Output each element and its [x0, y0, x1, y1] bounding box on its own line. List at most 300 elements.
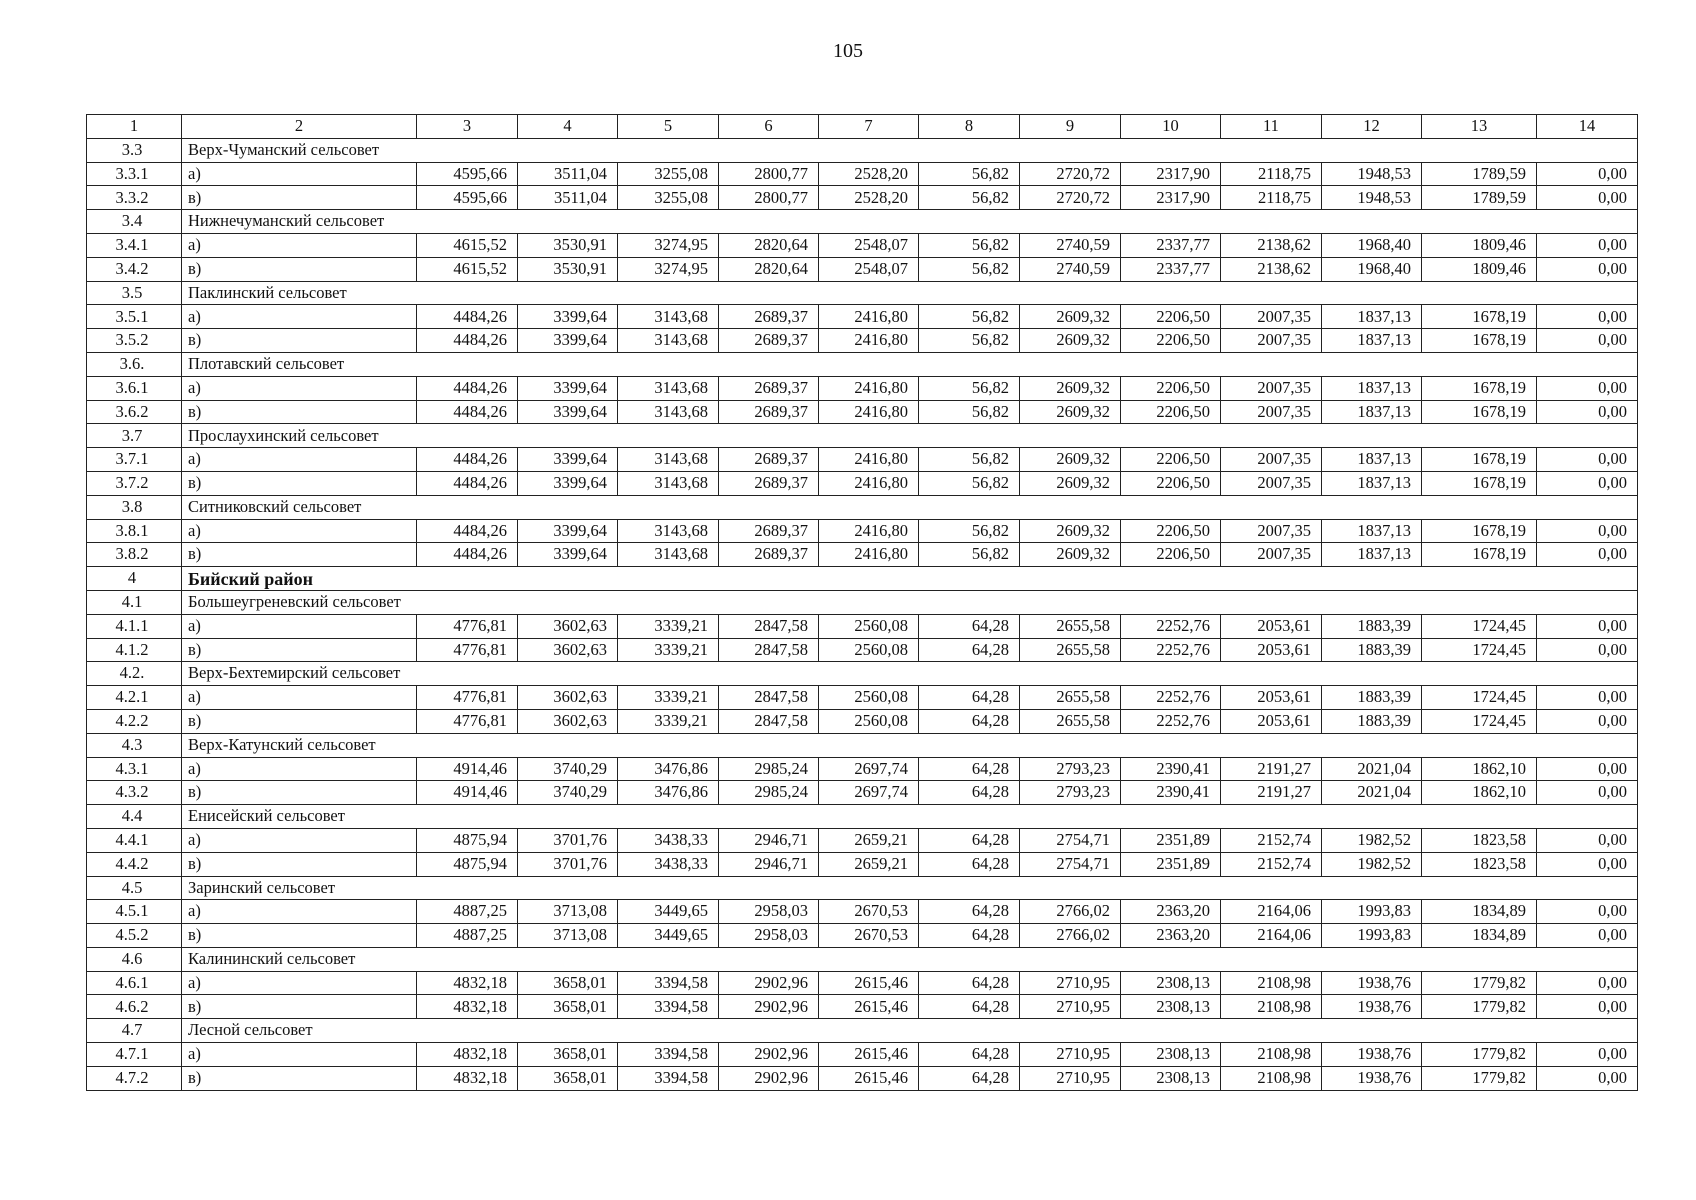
value-cell: 2689,37: [719, 519, 819, 543]
value-cell: 4776,81: [417, 709, 518, 733]
value-cell: 2985,24: [719, 781, 819, 805]
value-cell: 2191,27: [1221, 781, 1322, 805]
column-number-header: 11: [1221, 115, 1322, 139]
group-row: [87, 805, 1638, 829]
district-row: [87, 567, 1638, 591]
value-cell: 2363,20: [1121, 924, 1221, 948]
value-cell: 2902,96: [719, 1043, 819, 1067]
value-cell: 64,28: [919, 971, 1020, 995]
value-cell: 1678,19: [1422, 519, 1537, 543]
value-cell: 2560,08: [819, 614, 919, 638]
value-cell: 4484,26: [417, 400, 518, 424]
value-cell: 3449,65: [618, 924, 719, 948]
value-cell: 64,28: [919, 614, 1020, 638]
value-cell: 0,00: [1537, 162, 1638, 186]
value-cell: 1837,13: [1322, 471, 1422, 495]
value-cell: 2416,80: [819, 305, 919, 329]
table-row: [87, 852, 1638, 876]
value-cell: 2007,35: [1221, 543, 1322, 567]
value-cell: 0,00: [1537, 376, 1638, 400]
value-cell: 2308,13: [1121, 971, 1221, 995]
table-row: [87, 971, 1638, 995]
value-cell: 56,82: [919, 186, 1020, 210]
value-cell: 2655,58: [1020, 614, 1121, 638]
value-cell: 2689,37: [719, 305, 819, 329]
group-row: [87, 281, 1638, 305]
column-number-header: 6: [719, 115, 819, 139]
value-cell: 1837,13: [1322, 329, 1422, 353]
table-row: [87, 376, 1638, 400]
value-cell: 2164,06: [1221, 900, 1322, 924]
row-code: 3.6.1: [87, 376, 182, 400]
value-cell: 3399,64: [518, 448, 618, 472]
value-cell: 1779,82: [1422, 995, 1537, 1019]
value-cell: 3255,08: [618, 186, 719, 210]
row-code: 3.6.2: [87, 400, 182, 424]
row-label: в): [182, 852, 417, 876]
value-cell: 2053,61: [1221, 638, 1322, 662]
row-code: 3.3.1: [87, 162, 182, 186]
value-cell: 4484,26: [417, 376, 518, 400]
value-cell: 1724,45: [1422, 638, 1537, 662]
district-title: Бийский район: [182, 567, 1638, 591]
value-cell: 2609,32: [1020, 305, 1121, 329]
group-row: [87, 1019, 1638, 1043]
row-code: 4.7: [87, 1019, 182, 1043]
value-cell: 2754,71: [1020, 828, 1121, 852]
value-cell: 1678,19: [1422, 376, 1537, 400]
group-title: Прослаухинский сельсовет: [182, 424, 1638, 448]
value-cell: 64,28: [919, 1066, 1020, 1090]
row-label: а): [182, 828, 417, 852]
row-label: а): [182, 162, 417, 186]
value-cell: 2710,95: [1020, 1043, 1121, 1067]
row-label: а): [182, 233, 417, 257]
value-cell: 1837,13: [1322, 376, 1422, 400]
value-cell: 2108,98: [1221, 971, 1322, 995]
row-label: в): [182, 709, 417, 733]
value-cell: 1883,39: [1322, 709, 1422, 733]
value-cell: 3143,68: [618, 376, 719, 400]
row-code: 4.5: [87, 876, 182, 900]
row-code: 4.1.1: [87, 614, 182, 638]
table-row: [87, 900, 1638, 924]
value-cell: 0,00: [1537, 709, 1638, 733]
row-code: 4.4.1: [87, 828, 182, 852]
row-code: 4.7.2: [87, 1066, 182, 1090]
value-cell: 56,82: [919, 519, 1020, 543]
value-cell: 2710,95: [1020, 995, 1121, 1019]
value-cell: 2655,58: [1020, 709, 1121, 733]
value-cell: 0,00: [1537, 305, 1638, 329]
group-title: Заринский сельсовет: [182, 876, 1638, 900]
value-cell: 3438,33: [618, 828, 719, 852]
value-cell: 1862,10: [1422, 757, 1537, 781]
value-cell: 2416,80: [819, 519, 919, 543]
value-cell: 2615,46: [819, 971, 919, 995]
group-row: [87, 210, 1638, 234]
value-cell: 3602,63: [518, 614, 618, 638]
value-cell: 1837,13: [1322, 400, 1422, 424]
value-cell: 2740,59: [1020, 233, 1121, 257]
value-cell: 2548,07: [819, 257, 919, 281]
column-number-header: 3: [417, 115, 518, 139]
value-cell: 2902,96: [719, 971, 819, 995]
value-cell: 2390,41: [1121, 757, 1221, 781]
row-code: 4.5.2: [87, 924, 182, 948]
value-cell: 3394,58: [618, 971, 719, 995]
row-code: 4.6.2: [87, 995, 182, 1019]
value-cell: 1837,13: [1322, 543, 1422, 567]
value-cell: 3339,21: [618, 614, 719, 638]
value-cell: 2655,58: [1020, 686, 1121, 710]
value-cell: 2138,62: [1221, 233, 1322, 257]
column-number-header: 2: [182, 115, 417, 139]
value-cell: 1982,52: [1322, 828, 1422, 852]
value-cell: 1809,46: [1422, 257, 1537, 281]
value-cell: 2308,13: [1121, 995, 1221, 1019]
row-label: в): [182, 257, 417, 281]
value-cell: 3143,68: [618, 305, 719, 329]
group-title: Паклинский сельсовет: [182, 281, 1638, 305]
row-code: 3.5.2: [87, 329, 182, 353]
row-label: в): [182, 638, 417, 662]
value-cell: 2007,35: [1221, 519, 1322, 543]
value-cell: 2206,50: [1121, 543, 1221, 567]
value-cell: 56,82: [919, 376, 1020, 400]
value-cell: 2337,77: [1121, 233, 1221, 257]
value-cell: 2560,08: [819, 686, 919, 710]
value-cell: 4484,26: [417, 471, 518, 495]
value-cell: 2793,23: [1020, 757, 1121, 781]
value-cell: 4615,52: [417, 257, 518, 281]
value-cell: 2670,53: [819, 924, 919, 948]
row-code: 4.1: [87, 590, 182, 614]
value-cell: 1724,45: [1422, 709, 1537, 733]
table-row: [87, 614, 1638, 638]
value-cell: 0,00: [1537, 900, 1638, 924]
row-code: 3.5: [87, 281, 182, 305]
row-code: 4: [87, 567, 182, 591]
value-cell: 64,28: [919, 852, 1020, 876]
table-row: [87, 543, 1638, 567]
value-cell: 2252,76: [1121, 638, 1221, 662]
row-code: 4.4.2: [87, 852, 182, 876]
value-cell: 2308,13: [1121, 1066, 1221, 1090]
table-row: [87, 638, 1638, 662]
value-cell: 56,82: [919, 233, 1020, 257]
value-cell: 4595,66: [417, 186, 518, 210]
value-cell: 3394,58: [618, 995, 719, 1019]
value-cell: 2560,08: [819, 709, 919, 733]
value-cell: 3511,04: [518, 162, 618, 186]
value-cell: 0,00: [1537, 1043, 1638, 1067]
value-cell: 2740,59: [1020, 257, 1121, 281]
column-number-row: [87, 115, 1638, 139]
table-row: [87, 162, 1638, 186]
row-label: а): [182, 757, 417, 781]
group-title: Верх-Катунский сельсовет: [182, 733, 1638, 757]
value-cell: 0,00: [1537, 257, 1638, 281]
row-label: а): [182, 519, 417, 543]
value-cell: 3399,64: [518, 305, 618, 329]
value-cell: 3399,64: [518, 376, 618, 400]
value-cell: 2800,77: [719, 186, 819, 210]
value-cell: 0,00: [1537, 995, 1638, 1019]
value-cell: 2609,32: [1020, 471, 1121, 495]
value-cell: 1779,82: [1422, 1043, 1537, 1067]
value-cell: 1724,45: [1422, 614, 1537, 638]
value-cell: 3399,64: [518, 543, 618, 567]
value-cell: 1938,76: [1322, 1043, 1422, 1067]
value-cell: 3255,08: [618, 162, 719, 186]
value-cell: 2416,80: [819, 400, 919, 424]
value-cell: 2720,72: [1020, 162, 1121, 186]
value-cell: 2053,61: [1221, 686, 1322, 710]
value-cell: 3740,29: [518, 781, 618, 805]
value-cell: 1883,39: [1322, 638, 1422, 662]
value-cell: 2847,58: [719, 614, 819, 638]
value-cell: 1982,52: [1322, 852, 1422, 876]
value-cell: 2689,37: [719, 400, 819, 424]
value-cell: 2615,46: [819, 1043, 919, 1067]
value-cell: 2206,50: [1121, 519, 1221, 543]
value-cell: 2793,23: [1020, 781, 1121, 805]
value-cell: 2689,37: [719, 448, 819, 472]
row-label: а): [182, 305, 417, 329]
value-cell: 0,00: [1537, 686, 1638, 710]
table-row: [87, 400, 1638, 424]
value-cell: 4875,94: [417, 852, 518, 876]
value-cell: 3339,21: [618, 686, 719, 710]
group-title: Верх-Бехтемирский сельсовет: [182, 662, 1638, 686]
value-cell: 2766,02: [1020, 900, 1121, 924]
value-cell: 64,28: [919, 828, 1020, 852]
group-row: [87, 662, 1638, 686]
value-cell: 56,82: [919, 162, 1020, 186]
value-cell: 3658,01: [518, 995, 618, 1019]
value-cell: 0,00: [1537, 471, 1638, 495]
row-code: 4.5.1: [87, 900, 182, 924]
value-cell: 2337,77: [1121, 257, 1221, 281]
value-cell: 2007,35: [1221, 471, 1322, 495]
value-cell: 3339,21: [618, 709, 719, 733]
value-cell: 2152,74: [1221, 852, 1322, 876]
table-row: [87, 924, 1638, 948]
value-cell: 2206,50: [1121, 329, 1221, 353]
value-cell: 2609,32: [1020, 519, 1121, 543]
value-cell: 64,28: [919, 900, 1020, 924]
value-cell: 2164,06: [1221, 924, 1322, 948]
table-row: [87, 329, 1638, 353]
value-cell: 2958,03: [719, 924, 819, 948]
table-row: [87, 519, 1638, 543]
row-label: а): [182, 1043, 417, 1067]
group-row: [87, 495, 1638, 519]
value-cell: 1834,89: [1422, 924, 1537, 948]
group-row: [87, 138, 1638, 162]
value-cell: 4484,26: [417, 543, 518, 567]
value-cell: 2007,35: [1221, 448, 1322, 472]
row-code: 3.8.1: [87, 519, 182, 543]
group-row: [87, 876, 1638, 900]
value-cell: 3449,65: [618, 900, 719, 924]
value-cell: 1968,40: [1322, 257, 1422, 281]
value-cell: 4832,18: [417, 1043, 518, 1067]
value-cell: 3399,64: [518, 519, 618, 543]
value-cell: 4484,26: [417, 305, 518, 329]
table-row: [87, 686, 1638, 710]
group-row: [87, 352, 1638, 376]
value-cell: 4776,81: [417, 614, 518, 638]
value-cell: 0,00: [1537, 971, 1638, 995]
value-cell: 4776,81: [417, 638, 518, 662]
value-cell: 1724,45: [1422, 686, 1537, 710]
table-row: [87, 233, 1638, 257]
group-title: Лесной сельсовет: [182, 1019, 1638, 1043]
value-cell: 1678,19: [1422, 471, 1537, 495]
value-cell: 2655,58: [1020, 638, 1121, 662]
row-code: 3.7: [87, 424, 182, 448]
value-cell: 1823,58: [1422, 828, 1537, 852]
table-row: [87, 995, 1638, 1019]
value-cell: 1789,59: [1422, 162, 1537, 186]
value-cell: 2308,13: [1121, 1043, 1221, 1067]
value-cell: 2351,89: [1121, 828, 1221, 852]
row-code: 3.3.2: [87, 186, 182, 210]
row-label: в): [182, 1066, 417, 1090]
value-cell: 0,00: [1537, 852, 1638, 876]
value-cell: 3740,29: [518, 757, 618, 781]
group-row: [87, 947, 1638, 971]
value-cell: 2390,41: [1121, 781, 1221, 805]
value-cell: 2206,50: [1121, 448, 1221, 472]
value-cell: 2118,75: [1221, 186, 1322, 210]
value-cell: 0,00: [1537, 448, 1638, 472]
value-cell: 1678,19: [1422, 400, 1537, 424]
table-row: [87, 1066, 1638, 1090]
value-cell: 2820,64: [719, 257, 819, 281]
value-cell: 0,00: [1537, 400, 1638, 424]
value-cell: 2206,50: [1121, 471, 1221, 495]
row-label: в): [182, 781, 417, 805]
value-cell: 3143,68: [618, 400, 719, 424]
value-cell: 2847,58: [719, 686, 819, 710]
column-number-header: 1: [87, 115, 182, 139]
value-cell: 3438,33: [618, 852, 719, 876]
value-cell: 3394,58: [618, 1066, 719, 1090]
value-cell: 2152,74: [1221, 828, 1322, 852]
row-label: а): [182, 900, 417, 924]
row-code: 3.7.1: [87, 448, 182, 472]
value-cell: 56,82: [919, 400, 1020, 424]
column-number-header: 5: [618, 115, 719, 139]
value-cell: 56,82: [919, 448, 1020, 472]
row-code: 3.4.2: [87, 257, 182, 281]
value-cell: 56,82: [919, 471, 1020, 495]
value-cell: 2108,98: [1221, 1066, 1322, 1090]
row-code: 4.4: [87, 805, 182, 829]
value-cell: 2754,71: [1020, 852, 1121, 876]
column-number-header: 9: [1020, 115, 1121, 139]
table-row: [87, 186, 1638, 210]
value-cell: 2416,80: [819, 329, 919, 353]
page-number: 105: [833, 40, 863, 62]
value-cell: 4887,25: [417, 924, 518, 948]
value-cell: 0,00: [1537, 186, 1638, 210]
value-cell: 56,82: [919, 305, 1020, 329]
value-cell: 2053,61: [1221, 614, 1322, 638]
value-cell: 3658,01: [518, 971, 618, 995]
row-code: 3.6.: [87, 352, 182, 376]
value-cell: 4776,81: [417, 686, 518, 710]
value-cell: 2946,71: [719, 828, 819, 852]
value-cell: 4914,46: [417, 781, 518, 805]
value-cell: 2689,37: [719, 471, 819, 495]
row-label: в): [182, 329, 417, 353]
value-cell: 2659,21: [819, 852, 919, 876]
value-cell: 2847,58: [719, 709, 819, 733]
value-cell: 3602,63: [518, 709, 618, 733]
value-cell: 64,28: [919, 757, 1020, 781]
value-cell: 0,00: [1537, 924, 1638, 948]
row-label: а): [182, 448, 417, 472]
value-cell: 1779,82: [1422, 1066, 1537, 1090]
value-cell: 4832,18: [417, 1066, 518, 1090]
value-cell: 2609,32: [1020, 448, 1121, 472]
column-number-header: 4: [518, 115, 618, 139]
value-cell: 3339,21: [618, 638, 719, 662]
value-cell: 3658,01: [518, 1066, 618, 1090]
value-cell: 2710,95: [1020, 971, 1121, 995]
value-cell: 1809,46: [1422, 233, 1537, 257]
value-cell: 2007,35: [1221, 329, 1322, 353]
group-title: Плотавский сельсовет: [182, 352, 1638, 376]
value-cell: 1779,82: [1422, 971, 1537, 995]
value-cell: 1948,53: [1322, 162, 1422, 186]
value-cell: 2946,71: [719, 852, 819, 876]
value-cell: 64,28: [919, 781, 1020, 805]
row-code: 3.8.2: [87, 543, 182, 567]
value-cell: 56,82: [919, 329, 1020, 353]
row-code: 3.5.1: [87, 305, 182, 329]
row-label: а): [182, 376, 417, 400]
value-cell: 2351,89: [1121, 852, 1221, 876]
value-cell: 2820,64: [719, 233, 819, 257]
value-cell: 4484,26: [417, 519, 518, 543]
value-cell: 3476,86: [618, 757, 719, 781]
value-cell: 2007,35: [1221, 376, 1322, 400]
value-cell: 3394,58: [618, 1043, 719, 1067]
row-code: 3.8: [87, 495, 182, 519]
value-cell: 1678,19: [1422, 448, 1537, 472]
value-cell: 64,28: [919, 995, 1020, 1019]
value-cell: 1993,83: [1322, 900, 1422, 924]
value-cell: 4615,52: [417, 233, 518, 257]
table-body: [87, 138, 1638, 1090]
value-cell: 2108,98: [1221, 995, 1322, 1019]
value-cell: 2902,96: [719, 995, 819, 1019]
group-title: Нижнечуманский сельсовет: [182, 210, 1638, 234]
value-cell: 3701,76: [518, 828, 618, 852]
column-number-header: 12: [1322, 115, 1422, 139]
value-cell: 2697,74: [819, 781, 919, 805]
value-cell: 2985,24: [719, 757, 819, 781]
value-cell: 2609,32: [1020, 376, 1121, 400]
value-cell: 64,28: [919, 924, 1020, 948]
row-label: а): [182, 971, 417, 995]
value-cell: 2689,37: [719, 543, 819, 567]
